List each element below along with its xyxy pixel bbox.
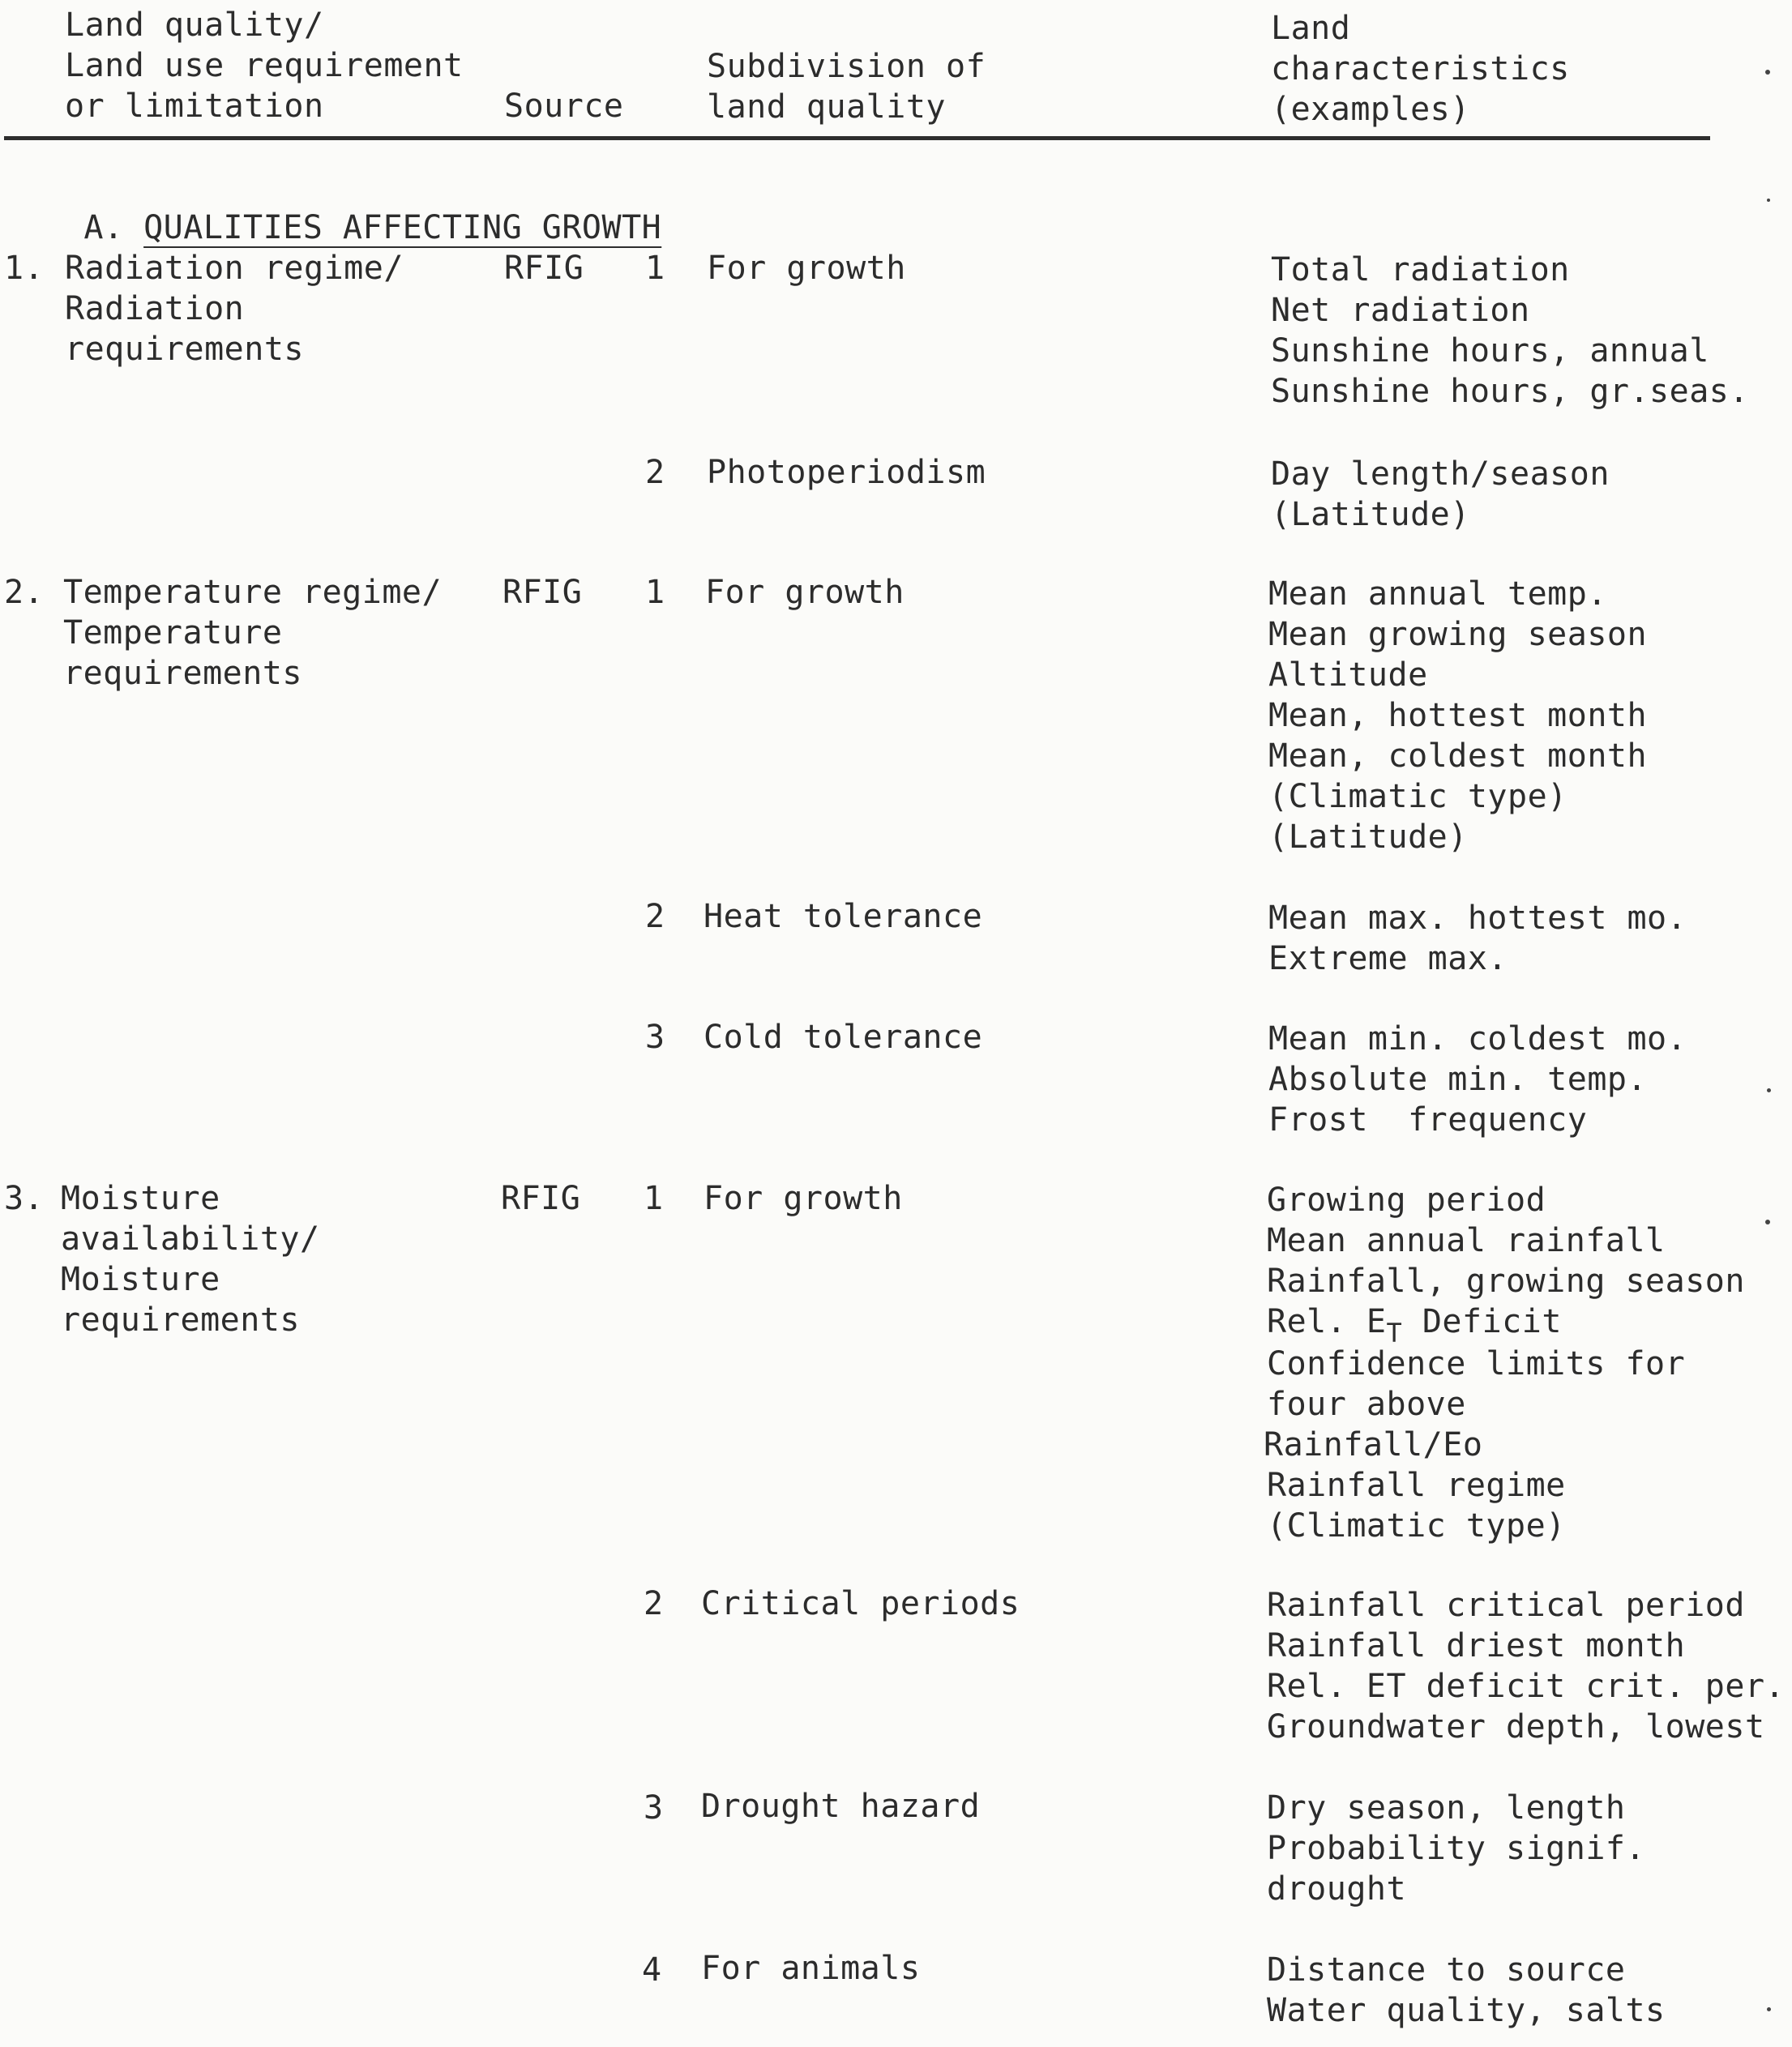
quality-line: Radiation	[65, 290, 245, 327]
characteristic: Rainfall regime	[1267, 1467, 1566, 1504]
characteristic: Rel. ET deficit crit. per.	[1267, 1668, 1786, 1705]
subdivision-number: 3	[645, 1019, 665, 1056]
characteristic: Mean max. hottest mo.	[1268, 900, 1687, 937]
subdivision-number: 1	[644, 1180, 664, 1217]
land-quality-name	[63, 572, 442, 694]
characteristic: (Climatic type)	[1268, 778, 1567, 815]
characteristic: Frost frequency	[1268, 1101, 1588, 1139]
subdivision-label: Drought hazard	[701, 1788, 981, 1825]
subdivision-number: 4	[642, 1951, 662, 1989]
characteristics-list	[1267, 1788, 1645, 1909]
quality-line: Radiation regime/	[65, 250, 404, 287]
characteristics-list	[1264, 1180, 1745, 1546]
header-col4-line: characteristics	[1271, 50, 1570, 88]
subdivision-number: 2	[645, 454, 665, 491]
subdivision-label: Critical periods	[701, 1585, 1020, 1622]
characteristics-list	[1268, 1019, 1687, 1140]
characteristic: Absolute min. temp.	[1268, 1061, 1648, 1098]
header-col4-line: (examples)	[1271, 91, 1470, 128]
characteristic: Rainfall critical period	[1267, 1587, 1745, 1624]
header-col4-line: Land	[1271, 10, 1351, 47]
quality-line: Moisture	[61, 1180, 220, 1217]
characteristic: Mean min. coldest mo.	[1268, 1020, 1687, 1058]
subdivision-label: Cold tolerance	[704, 1019, 983, 1056]
header-rule	[4, 136, 1710, 140]
characteristic: Sunshine hours, annual	[1271, 332, 1709, 370]
characteristic: Total radiation	[1271, 251, 1570, 288]
characteristics-list	[1271, 250, 1749, 412]
characteristic-tail: Deficit	[1402, 1303, 1562, 1340]
quality-line: requirements	[63, 655, 302, 692]
characteristic: Growing period	[1267, 1182, 1546, 1219]
land-quality-name	[65, 248, 404, 370]
characteristic: Mean annual temp.	[1268, 575, 1607, 613]
row-number: 2.	[4, 574, 45, 611]
row-number: 1.	[4, 250, 45, 287]
quality-line: availability/	[61, 1220, 320, 1258]
subdivision-label: For animals	[701, 1950, 921, 1987]
characteristic: Rainfall, growing season	[1267, 1263, 1745, 1300]
header-col1-line: Land quality/	[65, 6, 324, 44]
quality-line: requirements	[65, 331, 304, 368]
characteristics-list	[1271, 454, 1610, 535]
characteristic: Mean growing season	[1268, 616, 1648, 653]
subdivision-label: Photoperiodism	[707, 454, 986, 491]
characteristic: Net radiation	[1271, 292, 1530, 329]
header-land-characteristics	[1271, 8, 1570, 130]
scan-speck	[1765, 1220, 1770, 1224]
header-col1-line: or limitation	[65, 88, 324, 125]
characteristic: drought	[1267, 1870, 1407, 1908]
characteristic-with-subscript	[1267, 1301, 1745, 1348]
subdivision-number: 1	[645, 250, 665, 287]
header-subdivision	[707, 46, 986, 127]
quality-line: requirements	[61, 1301, 300, 1339]
characteristic: Rainfall/Eo	[1264, 1426, 1483, 1464]
quality-line: Moisture	[61, 1261, 220, 1298]
scan-speck	[1767, 2007, 1771, 2011]
characteristic: Rel. E	[1267, 1303, 1387, 1340]
section-title: QUALITIES AFFECTING GROWTH	[143, 209, 662, 246]
characteristics-list	[1267, 1585, 1785, 1747]
characteristics-list	[1268, 574, 1647, 857]
header-col3-line: Subdivision of	[707, 48, 986, 85]
scan-speck	[1767, 199, 1770, 202]
subdivision-number: 2	[644, 1585, 664, 1622]
subdivision-label: Heat tolerance	[704, 898, 983, 935]
subscript: T	[1386, 1318, 1403, 1348]
characteristic: Confidence limits for	[1267, 1345, 1686, 1382]
scan-speck	[1765, 70, 1770, 75]
subdivision-label: For growth	[704, 1180, 903, 1217]
characteristic: (Latitude)	[1268, 818, 1468, 856]
source-code: RFIG	[504, 250, 584, 287]
subdivision-number: 1	[645, 574, 665, 611]
characteristic: Water quality, salts	[1267, 1992, 1666, 2029]
characteristics-list	[1267, 1950, 1666, 2031]
characteristic: Day length/season	[1271, 455, 1610, 493]
row-number: 3.	[4, 1180, 45, 1217]
subdivision-number: 3	[644, 1789, 664, 1827]
characteristics-list	[1268, 898, 1687, 979]
quality-line: Temperature regime/	[63, 574, 443, 611]
header-col1-line: Land use requirement	[65, 47, 464, 84]
header-col3-line: land quality	[707, 88, 946, 126]
land-quality-name	[61, 1178, 320, 1340]
subdivision-number: 2	[645, 898, 665, 935]
subdivision-label: For growth	[707, 250, 906, 287]
source-code: RFIG	[501, 1180, 581, 1217]
characteristic: Groundwater depth, lowest	[1267, 1708, 1765, 1746]
header-source: Source	[504, 88, 624, 125]
source-code: RFIG	[503, 574, 583, 611]
section-prefix: A.	[83, 209, 124, 246]
characteristic: Sunshine hours, gr.seas.	[1271, 373, 1749, 410]
scan-speck	[1767, 1088, 1771, 1092]
characteristic: Mean, hottest month	[1268, 697, 1648, 734]
characteristic: Distance to source	[1267, 1951, 1626, 1989]
characteristic: Altitude	[1268, 656, 1428, 694]
characteristic: Mean annual rainfall	[1267, 1222, 1666, 1259]
characteristic: Rainfall driest month	[1267, 1627, 1686, 1665]
characteristic: four above	[1267, 1386, 1466, 1423]
characteristic: (Latitude)	[1271, 496, 1470, 533]
characteristic: Extreme max.	[1268, 940, 1508, 977]
characteristic: Probability signif.	[1267, 1830, 1646, 1867]
quality-line: Temperature	[63, 614, 283, 652]
characteristic: Mean, coldest month	[1268, 737, 1648, 775]
characteristic: (Climatic type)	[1267, 1507, 1566, 1545]
header-land-quality	[65, 5, 464, 126]
subdivision-label: For growth	[705, 574, 905, 611]
characteristic: Dry season, length	[1267, 1789, 1626, 1827]
